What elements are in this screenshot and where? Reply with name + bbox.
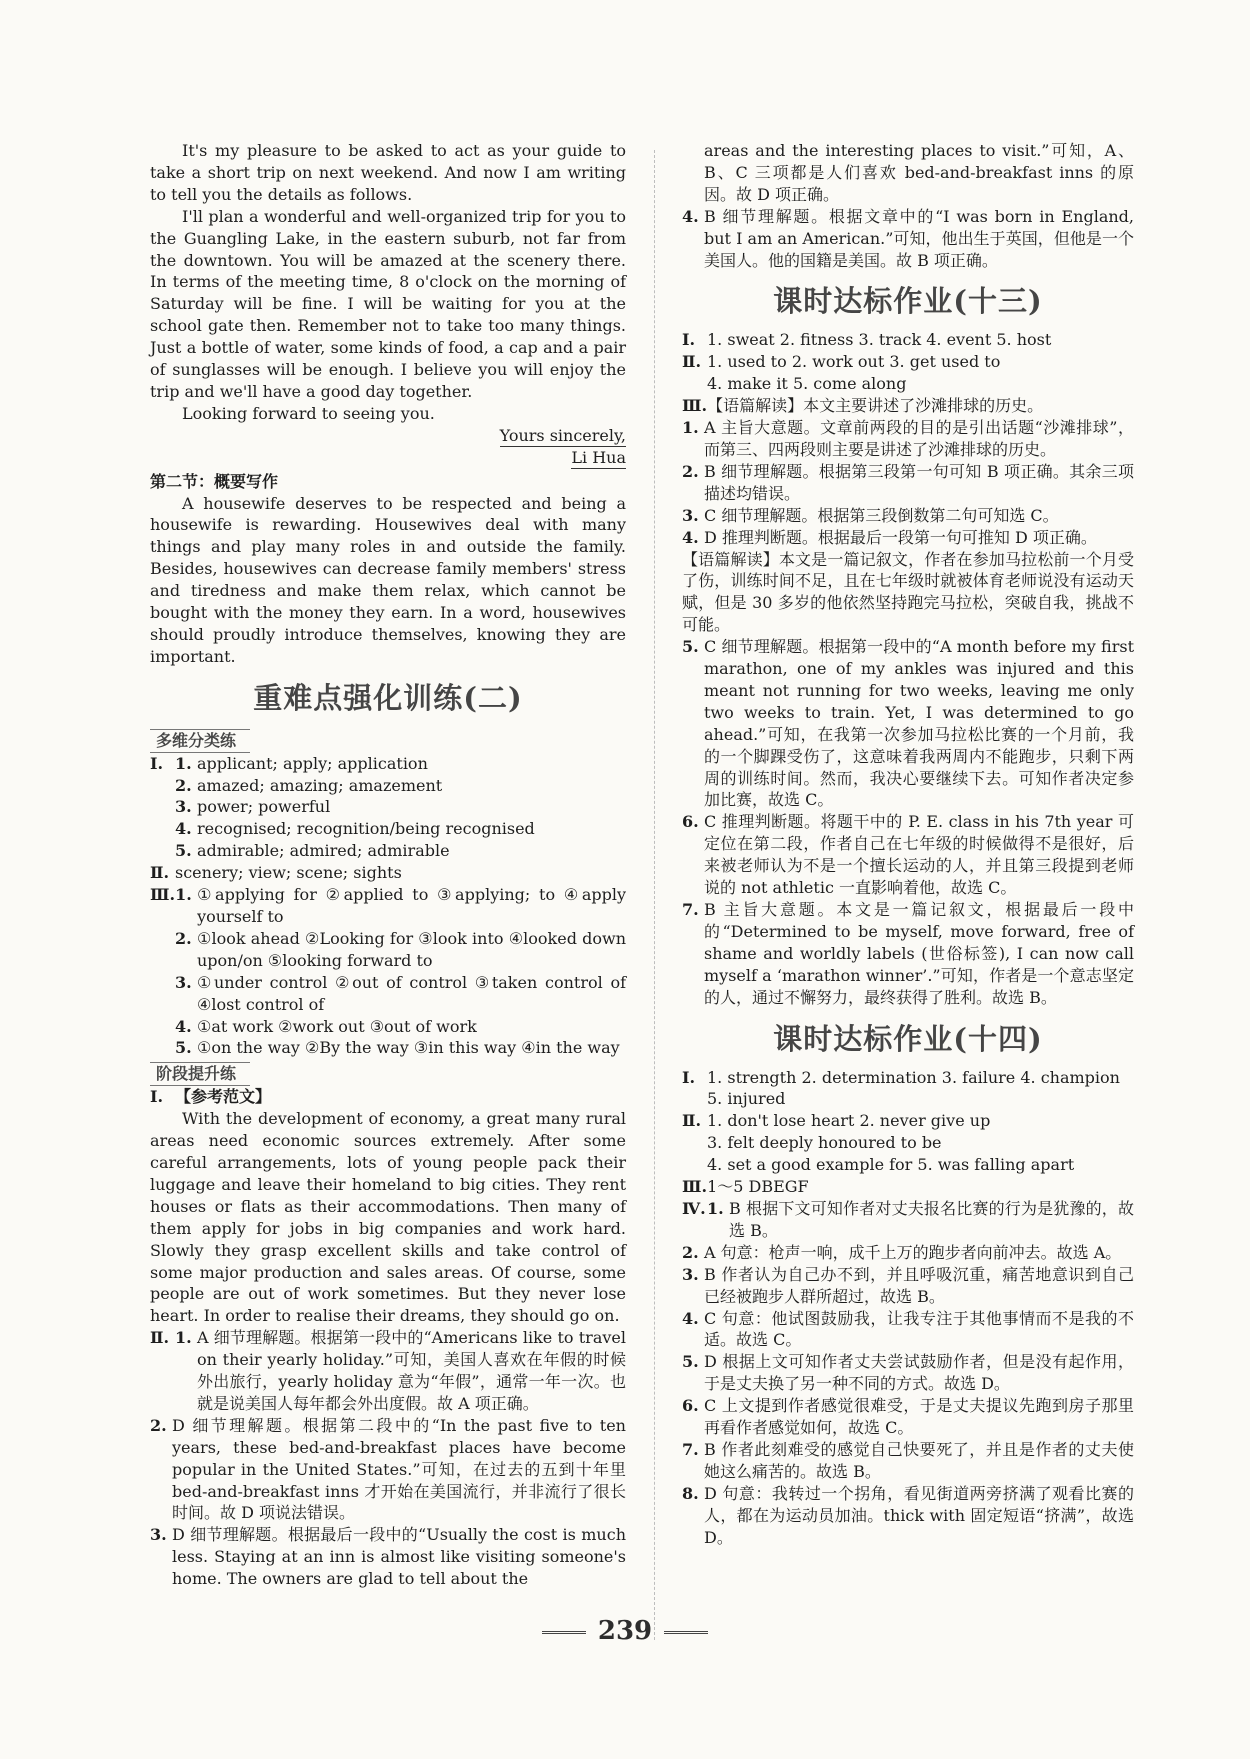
answer-row: 5. ①on the way ②By the way ③in this way ④in the way bbox=[175, 1038, 620, 1058]
section-label: 多维分类练 bbox=[150, 729, 250, 753]
summary-paragraph: A housewife deserves to be respected and being a housewife is rewarding. Housewives deal with many things and play many roles in and outside the family. Besides, housewives can decrease family members' stress and tiredness and make them relax, which cannot be bought with the money they earn. In a word, housewives should proudly introduce themselves, knowing they are important. bbox=[150, 493, 626, 666]
answer-row: Ⅰ. 1. strength 2. determination 3. failure 4. champion bbox=[682, 1067, 1120, 1087]
answer-row: Ⅰ. 1. applicant; apply; application bbox=[150, 753, 428, 773]
answer-row: 3. power; powerful bbox=[175, 797, 331, 817]
answer-item: 6. C 上文提到作者感觉很难受，于是丈夫提议先跑到房子那里再看作者感觉如何，故选 C。 bbox=[682, 1396, 1134, 1438]
answer-row: 3. felt deeply honoured to be bbox=[707, 1133, 942, 1153]
answer-row: Ⅱ. scenery; view; scene; sights bbox=[150, 863, 402, 883]
page-number-rule bbox=[542, 1631, 586, 1634]
answer-item: 3. B 作者认为自己办不到，并且呼吸沉重，痛苦地意识到自己已经被跑步人群所超过，故选 B。 bbox=[682, 1264, 1134, 1306]
answer-row: 2. ①look ahead ②Looking for ③look into ④looked down upon/on ⑤looking forward to bbox=[175, 928, 626, 970]
answer-row: Ⅱ. 1. used to 2. work out 3. get used to bbox=[682, 352, 1001, 372]
essay-paragraph: It's my pleasure to be asked to act as your guide to take a short trip on next weekend. And now I am writing to tell you the details as follows. bbox=[150, 141, 626, 204]
essay-paragraph: Looking forward to seeing you. bbox=[182, 403, 435, 423]
answer-item: 6. C 推理判断题。将题干中的 P. E. class in his 7th year 可定位在第二段，作者自己在七年级的时候做得不是很好，后来被老师认为不是一个擅长运动的人，并且第三段提到老师说的 not athletic 一直影响着他，故选 C。 bbox=[682, 812, 1134, 898]
answer-row: 5. admirable; admired; admirable bbox=[175, 841, 450, 861]
answer-row: Ⅰ. 1. sweat 2. fitness 3. track 4. event 5. host bbox=[682, 330, 1052, 350]
signature: Li Hua bbox=[571, 447, 626, 467]
section-heading: 第二节：概要写作 bbox=[150, 471, 279, 491]
section-title: 课时达标作业(十四) bbox=[773, 1021, 1043, 1056]
answer-row: 4. recognised; recognition/being recognised bbox=[175, 819, 535, 839]
answer-row: Ⅳ. 1. B 根据下文可知作者对丈夫报名比赛的行为是犹豫的，故选 B。 bbox=[682, 1198, 1134, 1240]
left-column bbox=[150, 140, 626, 1590]
model-essay: With the development of economy, a great many rural areas need economic sources extremely. After some careful arrangements, lots of young people pack their luggage and leave their homeland to big cities. They rent houses or flats as their accommodations. Then many of them apply for jobs in big companies and work hard. Slowly they grasp excellent skills and take control of some major production and sales areas. Of course, some people are out of work sometimes. But they never lose heart. In order to realise their dreams, they should go on. bbox=[150, 1109, 626, 1326]
answer-item: 3. C 细节理解题。根据第三段倒数第二句可知选 C。 bbox=[682, 505, 1059, 525]
answer-row: Ⅲ. 【语篇解读】本文主要讲述了沙滩排球的历史。 bbox=[682, 396, 1044, 416]
answer-row: Ⅰ. 【参考范文】 bbox=[150, 1087, 272, 1107]
answer-item: 2. B 细节理解题。根据第三段第一句可知 B 项正确。其余三项描述均错误。 bbox=[682, 461, 1134, 503]
essay-paragraph: I'll plan a wonderful and well-organized trip for you to the Guangling Lake, in the eastern suburb, not far from the downtown. You will be amazed at the scenery there. In terms of the meeting time, 8 o'clock on the morning of Saturday will be fine. I will be waiting for you at the school gate then. Remember not to take too many things. Just a bottle of water, some kinds of food, a cap and a pair of sunglasses will be enough. I believe you will enjoy the trip and we'll have a good day together. bbox=[150, 206, 626, 401]
answer-row: Ⅲ. 1～5 DBEGF bbox=[682, 1177, 809, 1197]
answer-item: 2. A 句意：枪声一响，成千上万的跑步者向前冲去。故选 A。 bbox=[682, 1242, 1122, 1262]
answer-item: 8. D 句意：我转过一个拐角，看见街道两旁挤满了观看比赛的人，都在为运动员加油。thick with 固定短语“挤满”，故选 D。 bbox=[682, 1483, 1134, 1547]
answer-row: 4. ①at work ②work out ③out of work bbox=[175, 1016, 477, 1036]
reading-summary: 【语篇解读】本文是一篇记叙文，作者在参加马拉松前一个月受了伤，训练时间不足，且在七年级时就被体育老师说没有运动天赋，但是 30 多岁的他依然坚持跑完马拉松，突破自我，挑战不可能。 bbox=[682, 549, 1134, 635]
answer-row: Ⅱ. 1. A 细节理解题。根据第一段中的“Americans like to travel on their yearly holiday.”可知，美国人喜欢在年假的时候外出旅行，yearly holiday 意为“年假”，通常一年一次。也就是说美国人每年都会外出度假。故 A 项正确。 bbox=[150, 1328, 626, 1413]
answer-row: 4. make it 5. come along bbox=[707, 374, 907, 394]
answer-row: 5. injured bbox=[707, 1089, 786, 1109]
section-title: 课时达标作业(十三) bbox=[773, 284, 1043, 319]
right-column bbox=[682, 140, 1134, 1548]
page-title: 重难点强化训练(二) bbox=[253, 680, 523, 715]
answer-item: 7. B 作者此刻难受的感觉自己快要死了，并且是作者的丈夫使她这么痛苦的。故选 B。 bbox=[682, 1439, 1134, 1481]
answer-item: 4. D 推理判断题。根据最后一段第一句可推知 D 项正确。 bbox=[682, 527, 1097, 547]
page-number: 239 bbox=[0, 1616, 1250, 1646]
answer-row: 3. ①under control ②out of control ③taken control of ④lost control of bbox=[175, 972, 626, 1014]
answer-item: 4. C 句意：他试图鼓励我，让我专注于其他事情而不是我的不适。故选 C。 bbox=[682, 1308, 1134, 1350]
closing: Yours sincerely, bbox=[499, 425, 626, 445]
answer-item: 2. D 细节理解题。根据第二段中的“In the past five to ten years, these bed-and-breakfast places have become popular in the United States.”可知，在过去的五到十年里 bed-and-breakfast inns 才开始在美国流行，并非流行了很长时间。故 D 项说法错误。 bbox=[150, 1415, 626, 1523]
answer-row: 2. amazed; amazing; amazement bbox=[175, 775, 443, 795]
answer-row: Ⅲ. 1. ①applying for ②applied to ③applying; to ④apply yourself to bbox=[150, 885, 626, 926]
answer-continuation: areas and the interesting places to visit.”可知，A、B、C 三项都是人们喜欢 bed-and-breakfast inns 的原因。故 D 项正确。 bbox=[704, 141, 1134, 204]
answer-item: 7. B 主旨大意题。本文是一篇记叙文，根据最后一段中的“Determined to be myself, move forward, free of shame and worldly labels (世俗标签), I can now call myself a ‘marathon winner’.”可知，作者是一个意志坚定的人，通过不懈努力，最终获得了胜利。故选 B。 bbox=[682, 900, 1134, 1007]
section-label: 阶段提升练 bbox=[150, 1062, 250, 1086]
answer-row: Ⅱ. 1. don't lose heart 2. never give up bbox=[682, 1111, 991, 1131]
answer-item: 5. D 根据上文可知作者丈夫尝试鼓励作者，但是没有起作用，于是丈夫换了另一种不同的方式。故选 D。 bbox=[682, 1352, 1134, 1394]
answer-row: 4. set a good example for 5. was falling apart bbox=[707, 1155, 1075, 1175]
answer-item: 3. D 细节理解题。根据最后一段中的“Usually the cost is much less. Staying at an inn is almost like visiting someone's home. The owners are glad to tell about the bbox=[150, 1525, 626, 1589]
column-divider bbox=[654, 150, 655, 1640]
answer-item: 4. B 细节理解题。根据文章中的“I was born in England, but I am an American.”可知，他出生于英国，但他是一个美国人。他的国籍是美国。故 B 项正确。 bbox=[682, 206, 1134, 270]
answer-item: 5. C 细节理解题。根据第一段中的“A month before my first marathon, one of my ankles was injured and this meant not running for two weeks, leaving me only two weeks to train. Yet, I was determined to go ahead.”可知，在我第一次参加马拉松比赛的一个月前，我的一个脚踝受伤了，这意味着我两周内不能跑步，只剩下两周的训练时间。然而，我决心要继续下去。可知作者决定参加比赛，故选 C。 bbox=[682, 637, 1134, 810]
page-number-rule bbox=[664, 1631, 708, 1634]
answer-item: 1. A 主旨大意题。文章前两段的目的是引出话题“沙滩排球”，而第三、四两段则主要是讲述了沙滩排球的历史。 bbox=[682, 418, 1134, 459]
